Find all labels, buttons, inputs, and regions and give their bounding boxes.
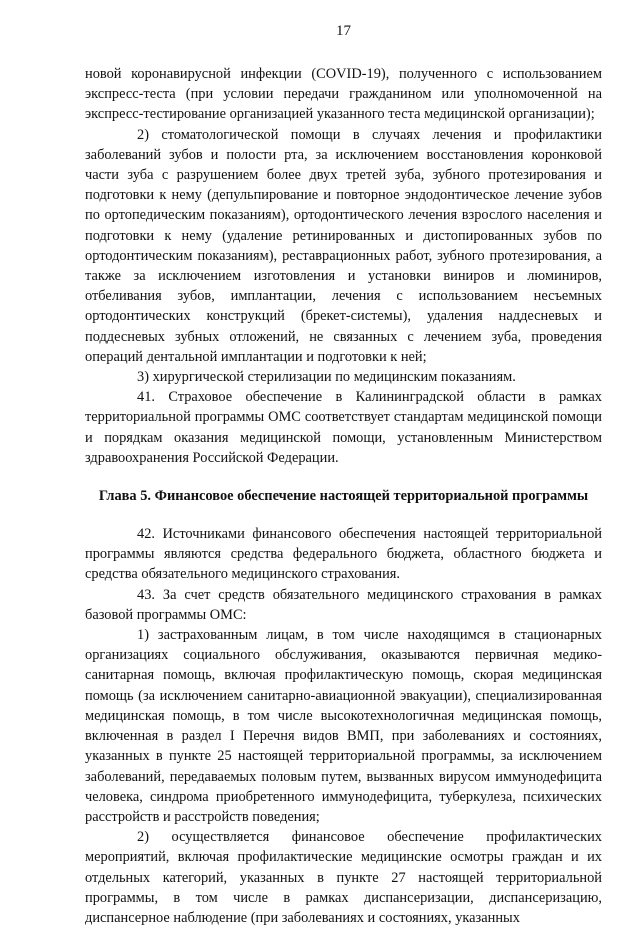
page-number: 17 [336, 23, 351, 39]
paragraph: новой коронавирусной инфекции (COVID-19), полученного с использованием экспресс-теста (при условии передачи гражданином или уполномоченной на экспресс-тестирование организацией указанного теста медицинской организации); [85, 66, 602, 123]
paragraph: 2) стоматологической помощи в случаях лечения и профилактики заболеваний зубов и полости рта, за исключением восстановления коронковой части зуба с разрушением более двух третей зуба, зубного протезирования и подготовки к нему (депульпирование и повторное эндодонтическое лечение зубов по ортопедическим показаниям), ортодонтического лечения взрослого населения и подготовки к нему (удаление ретинированных и дистопированных зубов по ортодонтическим показаниям), реставрационных работ, зубного протезирования, а также за исключением изготовления и установки виниров и люминиров, отбеливания зубов, имплантации, лечения с использованием несъемных ортодонтических конструкций (брекет-системы), удаления наддесневых и поддесневых зубных отложений, не связанных с лечением зуба, проведения операций дентальной имплантации и подготовки к ней; [85, 126, 602, 365]
chapter-heading: Глава 5. Финансовое обеспечение настоящей территориальной программы [98, 488, 589, 505]
paragraph: 41. Страховое обеспечение в Калининградской области в рамках территориальной программы ОМС соответствует стандартам медицинской помощи и порядкам оказания медицинской помощи, установленным Министерством здравоохранения Российской Федерации. [85, 389, 602, 466]
section-before [85, 64, 602, 468]
paragraph: 43. За счет средств обязательного медицинского страхования в рамках базовой программы ОМС: [85, 586, 602, 623]
paragraph: 3) хирургической стерилизации по медицинским показаниям. [137, 369, 516, 386]
paragraph: 1) застрахованным лицам, в том числе находящимся в стационарных организациях социального обслуживания, оказываются первичная медико-санитарная помощь, включая профилактическую помощь, скорая медицинская помощь (за исключением санитарно-авиационной эвакуации), специализированная медицинская помощь, в том числе высокотехнологичная медицинская помощь, включенная в раздел I Перечня видов ВМП, при заболеваниях и состояниях, указанных в пункте 25 настоящей территориальной программы, за исключением заболеваний, передаваемых половым путем, вызванных вирусом иммунодефицита человека, синдрома приобретенного иммунодефицита, туберкулеза, психических расстройств и расстройств поведения; [85, 627, 602, 825]
section-after [85, 524, 602, 928]
paragraph: 42. Источниками финансового обеспечения настоящей территориальной программы являются средства федерального бюджета, областного бюджета и средства обязательного медицинского страхования. [85, 526, 602, 583]
paragraph: 2) осуществляется финансовое обеспечение профилактических мероприятий, включая профилактические медицинские осмотры граждан и их отдельных категорий, указанных в пункте 27 настоящей территориальной программы, в том числе в рамках диспансеризации, диспансеризацию, диспансерное наблюдение (при заболеваниях и состояниях, указанных [85, 829, 602, 926]
